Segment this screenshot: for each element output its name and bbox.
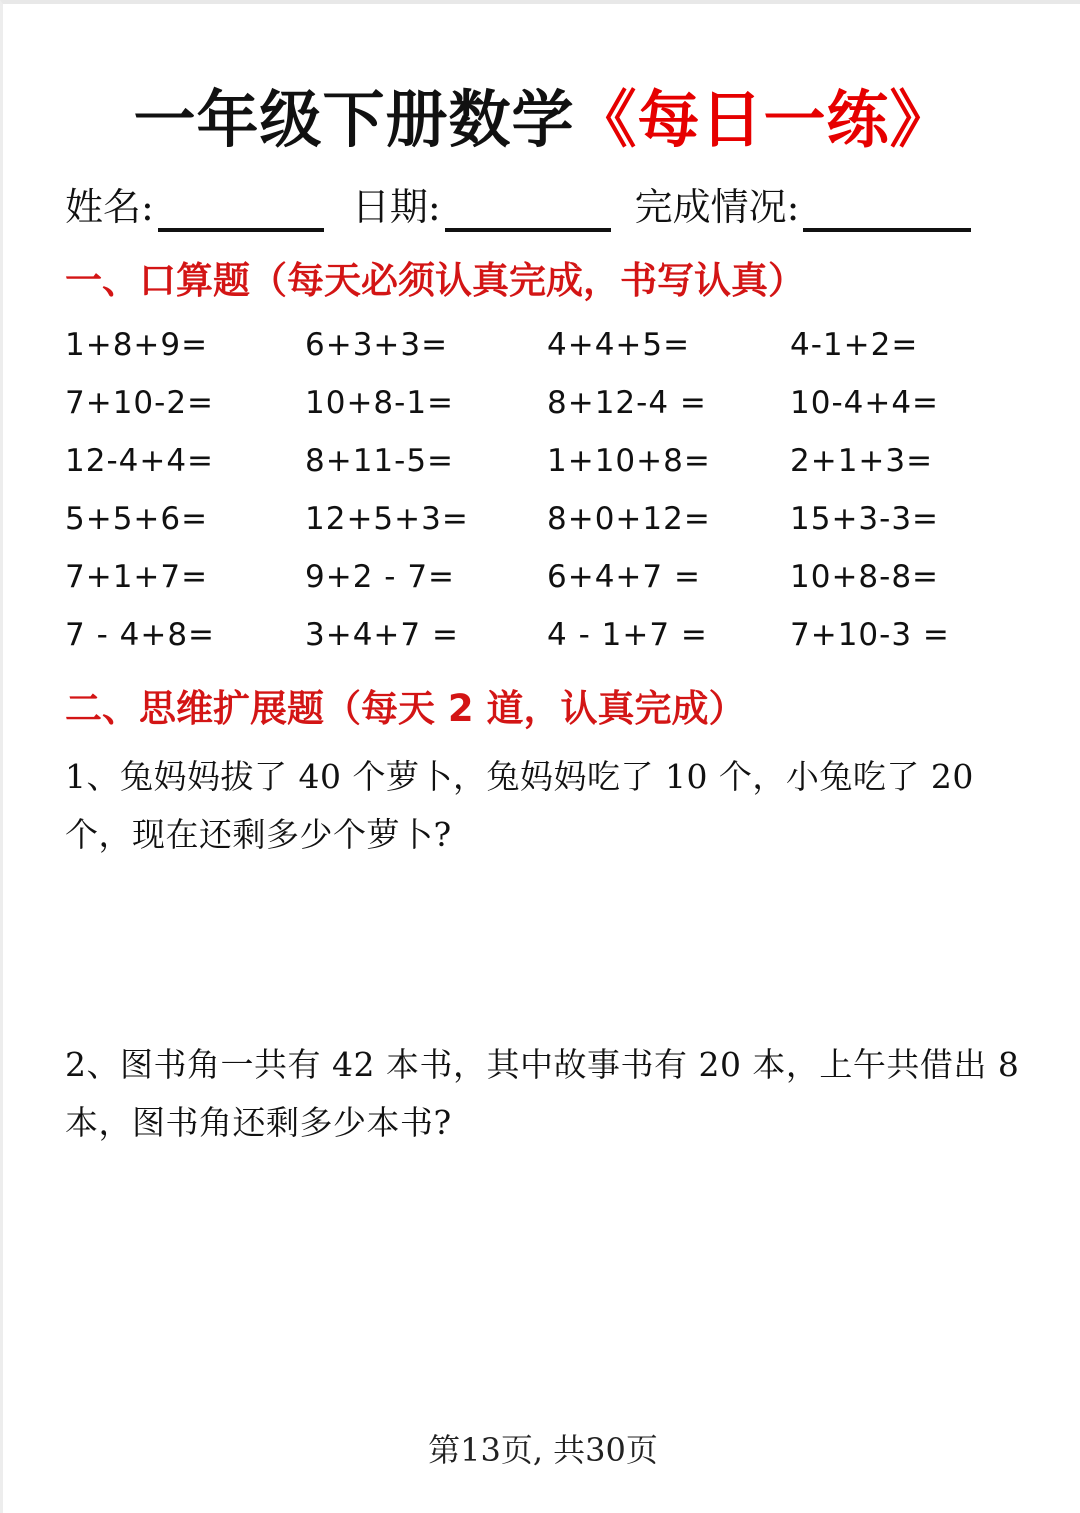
arith-item: 7+10-2= <box>65 385 215 421</box>
arith-item: 7+1+7= <box>65 559 209 595</box>
arith-item: 4 - 1+7 = <box>547 617 708 653</box>
page-indicator: 第13页, 共30页 <box>428 1431 658 1469</box>
name-blank-line <box>158 188 324 232</box>
arith-item: 9+2 - 7= <box>305 559 456 595</box>
arith-item: 3+4+7 = <box>305 617 459 653</box>
completion-label: 完成情况: <box>634 185 800 229</box>
arith-item: 15+3-3= <box>790 501 940 537</box>
oral-arithmetic-grid <box>65 318 1045 666</box>
completion-blank-line <box>803 188 971 232</box>
date-blank-line <box>445 188 611 232</box>
arith-item: 12+5+3= <box>305 501 469 537</box>
arith-item: 10-4+4= <box>790 385 940 421</box>
word-problem-1: 1、兔妈妈拔了 40 个萝卜，兔妈妈吃了 10 个，小兔吃了 20 个，现在还剩多少个萝卜? <box>65 757 974 854</box>
arith-item: 1+8+9= <box>65 327 209 363</box>
arith-item: 8+0+12= <box>547 501 711 537</box>
word-problem-2: 2、图书角一共有 42 本书，其中故事书有 20 本，上午共借出 8 本，图书角还剩多少本书? <box>65 1045 1020 1142</box>
arith-item: 12-4+4= <box>65 443 215 479</box>
arith-item: 8+12-4 = <box>547 385 707 421</box>
arith-item: 4-1+2= <box>790 327 919 363</box>
section-oral-arithmetic-heading: 一、口算题（每天必须认真完成，书写认真） <box>65 259 805 302</box>
name-field <box>65 182 324 232</box>
date-label: 日期: <box>351 185 441 229</box>
title-accent: 《每日一练》 <box>574 83 953 156</box>
page-title <box>3 82 1080 158</box>
arith-item: 7 - 4+8= <box>65 617 216 653</box>
date-field <box>352 182 611 232</box>
arith-item: 6+3+3= <box>305 327 449 363</box>
completion-field <box>635 182 972 232</box>
arith-item: 5+5+6= <box>65 501 209 537</box>
arith-item: 7+10-3 = <box>790 617 950 653</box>
section-thinking-extension-heading: 二、思维扩展题（每天 2 道，认真完成） <box>65 687 746 730</box>
arith-item: 2+1+3= <box>790 443 934 479</box>
name-label: 姓名: <box>65 185 154 229</box>
info-fields-row <box>65 176 971 232</box>
arith-item: 1+10+8= <box>547 443 711 479</box>
arith-item: 4+4+5= <box>547 327 691 363</box>
arith-item: 8+11-5= <box>305 443 455 479</box>
title-main: 一年级下册数学 <box>133 83 575 156</box>
arith-item: 6+4+7 = <box>547 559 701 595</box>
arith-item: 10+8-8= <box>790 559 940 595</box>
arith-item: 10+8-1= <box>305 385 455 421</box>
